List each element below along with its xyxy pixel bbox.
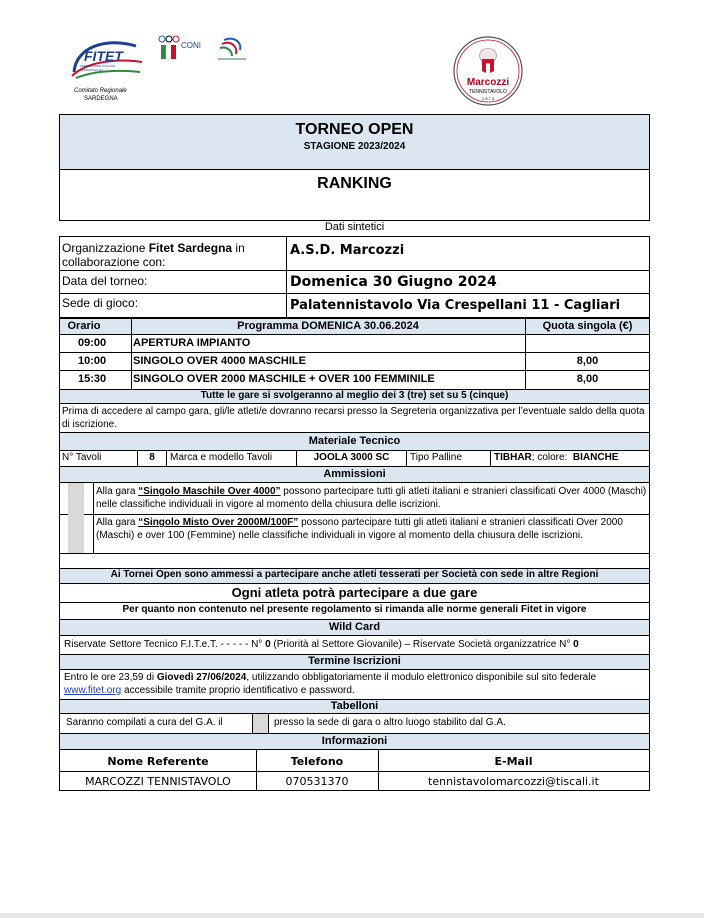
balls-value: TIBHAR; colore: BIANCHE — [494, 452, 619, 463]
row-event: APERTURA IMPIANTO — [133, 337, 251, 349]
bottom-table — [59, 619, 650, 791]
col-fee: Quota singola (€) — [542, 320, 633, 332]
date-label: Data del torneo: — [62, 274, 148, 288]
comitato-line1: Comitato Regionale — [74, 88, 127, 94]
material-heading: Materiale Tecnico — [308, 435, 401, 447]
summary-heading: Dati sintetici — [324, 221, 385, 233]
admissions-heading: Ammissioni — [323, 468, 386, 480]
general-rules-note: Per quanto non contenuto nel presente regolamento si rimanda alle norme generali Fitet in vigore — [122, 604, 587, 615]
org-value: A.S.D. Marcozzi — [290, 243, 405, 258]
col-program: Programma DOMENICA 30.06.2024 — [237, 320, 419, 332]
venue-label: Sede di gioco: — [62, 296, 139, 310]
row-fee: 8,00 — [576, 355, 599, 367]
admissions-table — [59, 466, 650, 620]
col-name: Nome Referente — [107, 755, 209, 768]
row-fee: 8,00 — [576, 373, 599, 385]
coni-logo — [157, 35, 207, 67]
ranking-label: RANKING — [317, 175, 392, 192]
date-blank-field — [253, 714, 268, 733]
coni-rings-icon — [157, 35, 181, 65]
marcozzi-subtitle: TENNISTAVOLO — [469, 89, 507, 95]
org-label: Organizzazione Fitet Sardegna in collaborazione con: — [62, 241, 245, 269]
balls-label: Tipo Palline — [410, 452, 462, 463]
brand-label: Marca e modello Tavoli — [170, 452, 273, 463]
col-phone: Telefono — [290, 755, 344, 768]
tables-label: N° Tavoli — [62, 452, 102, 463]
row-time: 15:30 — [78, 373, 107, 385]
fitet-logo — [66, 32, 146, 108]
open-note: Ai Tornei Open sono ammessi a partecipare anche atleti tesserati per Società con sede in altre Regioni — [110, 569, 599, 580]
boards-text-b: presso la sede di gara o altro luogo stabilito dal G.A. — [274, 717, 506, 728]
col-time: Orario — [67, 320, 101, 332]
brand-value: JOOLA 3000 SC — [313, 452, 390, 463]
wildcard-text: Riservate Settore Tecnico F.I.T.e.T. - - - - - N° 0 (Priorità al Settore Giovanile) – Riservate Società organizzatrice N° 0 — [64, 639, 579, 650]
marcozzi-year: 1 9 7 3 — [481, 96, 495, 101]
info-name: MARCOZZI TENNISTAVOLO — [85, 775, 231, 788]
col-email: E-Mail — [494, 755, 533, 768]
fitet-subtitle: FEDERAZIONE ITALIANA TENNISTAVOLO — [80, 64, 116, 72]
wildcard-heading: Wild Card — [328, 621, 381, 633]
info-phone: 070531370 — [285, 775, 349, 788]
coni-label: CONI — [181, 41, 201, 50]
info-email[interactable]: tennistavolomarcozzi@tiscali.it — [428, 775, 599, 788]
page-bottom-edge — [0, 913, 704, 918]
row-time: 09:00 — [78, 337, 107, 349]
paralympic-icon — [214, 34, 250, 64]
marcozzi-logo — [452, 35, 524, 107]
summary-table — [59, 236, 650, 318]
tables-value: 8 — [149, 452, 155, 463]
comitato-line2: SARDEGNA — [84, 96, 118, 102]
date-value: Domenica 30 Giugno 2024 — [290, 274, 497, 290]
info-heading: Informazioni — [321, 735, 388, 747]
boards-heading: Tabelloni — [330, 700, 379, 712]
row-event: SINGOLO OVER 4000 MASCHILE — [133, 355, 306, 367]
fitet-site-link[interactable]: www.fitet.org — [64, 685, 122, 696]
season: STAGIONE 2023/2024 — [303, 141, 406, 152]
checkbox-shade — [68, 483, 84, 553]
admission-item: Alla gara “Singolo Misto Over 2000M/100F” possono partecipare tutti gli atleti italiani e stranieri classificati Over 2000 (Maschi) e over 100 (Femmine) nelle classifiche individuali in vigore al momento della chiusura delle iscrizioni. — [96, 517, 623, 541]
page-title: TORNEO OPEN — [295, 121, 414, 138]
paralympic-logo — [214, 34, 250, 64]
deadline-text: Entro le ore 23,59 di Giovedì 27/06/2024, utilizzando obbligatoriamente il modulo elettronico disponibile sul sito federale www.fitet.org accessibile tramite proprio identificativo e password. — [64, 672, 597, 696]
marcozzi-name: Marcozzi — [466, 77, 510, 88]
fitet-name: FITET — [84, 48, 123, 64]
row-event: SINGOLO OVER 2000 MASCHILE + OVER 100 FEMMINILE — [133, 373, 435, 385]
deadline-heading: Termine Iscrizioni — [308, 655, 401, 667]
venue-value: Palatennistavolo Via Crespellani 11 - Cagliari — [290, 298, 621, 313]
row-time: 10:00 — [78, 355, 107, 367]
admission-item: Alla gara “Singolo Maschile Over 4000” possono partecipare tutti gli atleti italiani e stranieri classificati Over 4000 (Maschi) nelle classifiche individuali in vigore al momento della chiusura delle iscrizioni. — [96, 486, 647, 510]
two-events-note: Ogni atleta potrà partecipare a due gare — [231, 585, 478, 600]
title-box — [59, 114, 650, 221]
sets-note: Tutte le gare si svolgeranno al meglio dei 3 (tre) set su 5 (cinque) — [200, 390, 509, 401]
boards-text-a: Saranno compilati a cura del G.A. il — [66, 717, 223, 728]
payment-note: Prima di accedere al campo gara, gli/le atleti/e dovranno recarsi presso la Segreteria organizzativa per l’eventuale saldo della quota di iscrizione. — [62, 406, 645, 430]
material-table — [59, 432, 650, 467]
